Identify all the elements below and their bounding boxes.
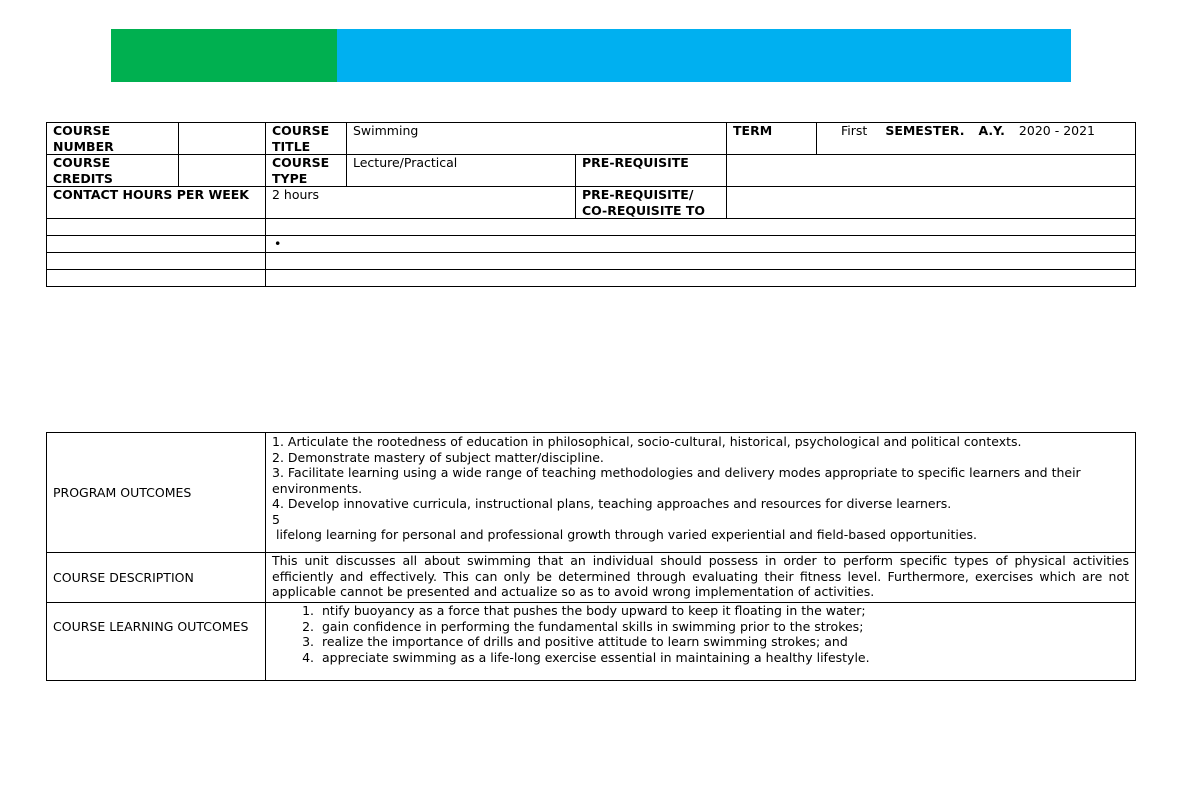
clo-list — [272, 603, 1129, 665]
banner-blue-block — [337, 29, 1071, 82]
prerequisite-label: PRE-REQUISITE — [576, 155, 727, 187]
bullet-cell — [266, 236, 1136, 253]
prerequisite-value — [727, 155, 1136, 187]
clo-item: 4. appreciate swimming as a life-long exercise essential in maintaining a healthy lifestyle. — [318, 650, 1129, 666]
course-header-table — [46, 122, 1136, 287]
program-outcome-item: 5 — [272, 511, 280, 527]
contact-hours-value: 2 hours — [266, 187, 576, 219]
empty-row-label — [47, 219, 266, 236]
course-learning-outcomes-label: COURSE LEARNING OUTCOMES — [47, 603, 266, 681]
empty-row-value — [266, 253, 1136, 270]
empty-row-value — [266, 270, 1136, 287]
course-description-label: COURSE DESCRIPTION — [47, 553, 266, 603]
course-number-label: COURSE NUMBER — [47, 123, 179, 155]
clo-item: 3. realize the importance of drills and positive attitude to learn swimming strokes; and — [318, 634, 1129, 650]
course-type-value: Lecture/Practical — [347, 155, 576, 187]
program-outcome-item: lifelong learning for personal and professional growth through varied experiential and field-based opportunities. — [272, 527, 978, 542]
course-credits-label: COURSE CREDITS — [47, 155, 179, 187]
program-outcome-item: 3. Facilitate learning using a wide range of teaching methodologies and delivery modes appropriate to specific learners and their environments. — [272, 465, 1081, 496]
course-title-value: Swimming — [347, 123, 727, 155]
empty-row-label — [47, 270, 266, 287]
course-credits-value — [179, 155, 266, 187]
program-outcome-item: 4. Develop innovative curricula, instructional plans, teaching approaches and resources for diverse learners. — [272, 496, 952, 511]
prereq-to-label — [576, 187, 727, 219]
ay-value: 2020 - 2021 — [1018, 123, 1096, 138]
course-learning-outcomes-cell — [266, 603, 1136, 681]
semester-label: SEMESTER. — [885, 123, 965, 138]
program-outcome-item: 1. Articulate the rootedness of education in philosophical, socio-cultural, historical, psychological and political contexts. — [272, 434, 1022, 449]
course-description-text: This unit discusses all about swimming that an individual should possess in order to perform specific types of physical activities efficiently and effectively. This can only be determined through evaluating their fitness level. Furthermore, exercises which are not applicable cannot be presented and actualize so as to avoid wrong implementation of activities. — [266, 553, 1136, 603]
empty-row-label — [47, 236, 266, 253]
clo-item: 1. ntify buoyancy as a force that pushes the body upward to keep it floating in the water; — [318, 603, 1129, 619]
course-type-label: COURSE TYPE — [266, 155, 347, 187]
prereq-to-value — [727, 187, 1136, 219]
prereq-to-label-line2: CO-REQUISITE TO — [582, 202, 706, 218]
bullet-point: • — [274, 236, 282, 251]
banner-green-block — [111, 29, 337, 82]
term-value: First — [841, 123, 868, 138]
outcomes-table — [46, 432, 1136, 681]
header-banner — [111, 29, 1071, 82]
program-outcomes-label: PROGRAM OUTCOMES — [47, 433, 266, 553]
term-cell — [817, 123, 1136, 155]
course-number-value — [179, 123, 266, 155]
course-title-label: COURSE TITLE — [266, 123, 347, 155]
contact-hours-label: CONTACT HOURS PER WEEK — [47, 187, 266, 219]
clo-item: 2. gain confidence in performing the fundamental skills in swimming prior to the strokes; — [318, 619, 1129, 635]
program-outcome-item: 2. Demonstrate mastery of subject matter/discipline. — [272, 449, 604, 465]
empty-row-value — [266, 219, 1136, 236]
prereq-to-label-line1: PRE-REQUISITE/ — [582, 187, 694, 202]
term-label: TERM — [727, 123, 817, 155]
empty-row-label — [47, 253, 266, 270]
ay-label: A.Y. — [978, 123, 1005, 138]
program-outcomes-cell — [266, 433, 1136, 553]
